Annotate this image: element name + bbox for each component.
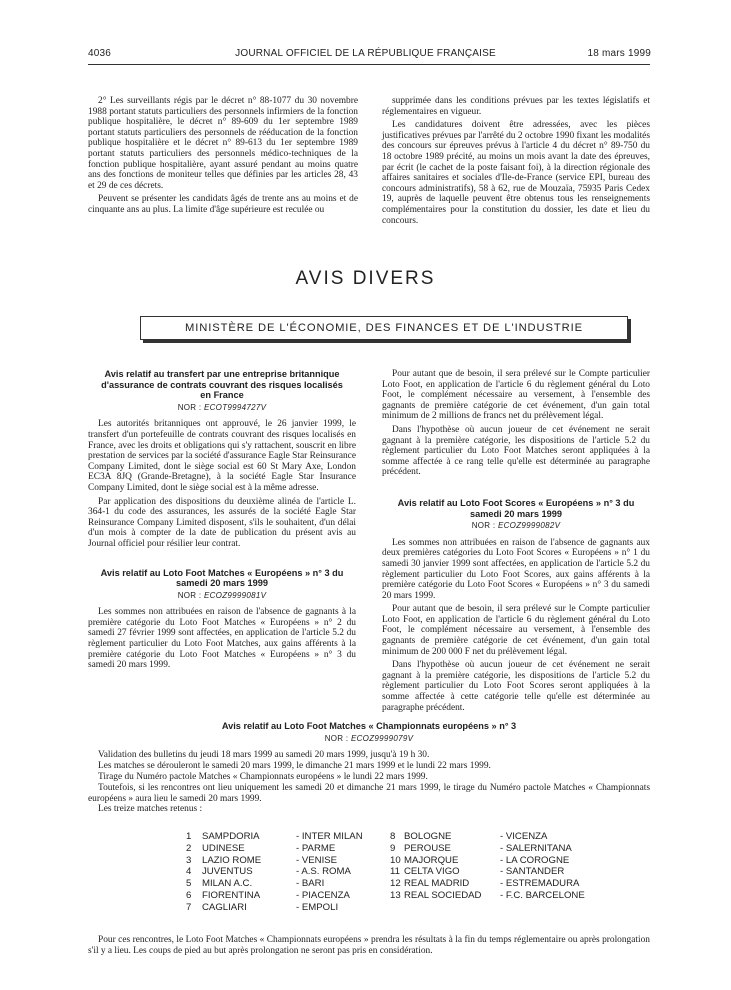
paragraph: 2° Les surveillants régis par le décret n° 88-1077 du 30 novembre 1988 portant statuts particuliers des personnels infirmiers de la fonction publique hospitalière, le décret n° 89-609 du 1er septembre 1989 portant statuts particuliers des personnels de rééducation de la fonction publique hospitalière et le décret n° 89-613 du 1er septembre 1989 portant statuts particuliers des personnels médico-techniques de la fonction publique hospitalière, ayant assuré pendant au moins quatre ans des fonctions de moniteur telles que définies par les articles 28, 43 et 29 de ces décrets. (88, 96, 358, 191)
away-team: - F.C. BARCELONE (500, 889, 585, 901)
away-team: - SALERNITANA (500, 842, 572, 854)
right-column (382, 369, 650, 713)
paragraph: Tirage du Numéro pactole Matches « Championnats européens » le lundi 22 mars 1999. (98, 771, 428, 782)
top-left-column (88, 96, 358, 216)
match-number: 11 (390, 866, 400, 878)
away-team: - ESTREMADURA (500, 878, 580, 890)
paragraph: Validation des bulletins du jeudi 18 mars 1999 au samedi 20 mars 1999, jusqu'à 19 h 30. (98, 750, 430, 761)
away-team: - SANTANDER (500, 866, 565, 878)
away-team: - PARME (296, 842, 336, 854)
avis-title: Avis relatif au transfert par une entreprise britannique d'assurance de contrats couvrant des risques localisés en France (101, 369, 343, 401)
away-team: - VENISE (296, 854, 338, 866)
away-team: - A.S. ROMA (296, 866, 351, 878)
away-team: - INTER MILAN (296, 831, 363, 842)
home-team: SAMPDORIA (202, 831, 260, 842)
match-number: 7 (186, 901, 192, 913)
home-team: LAZIO ROME (202, 854, 262, 866)
matches-left-home (202, 831, 261, 914)
away-team: - VICENZA (500, 831, 548, 842)
paragraph: Les sommes non attribuées en raison de l'absence de gagnants aux deux premières catégories du Loto Foot Scores « Européens » n° 1 du samedi 30 janvier 1999 sont affectées, en application de l'article 5.2 du règlement particulier du Loto Foot Scores, aux gains afférents à la première catégorie du Loto Foot Scores « Européens » n° 3 du samedi 20 mars 1999. (382, 537, 650, 601)
home-team: MILAN A.C. (202, 878, 253, 890)
home-team: UDINESE (202, 842, 245, 854)
journal-title: JOURNAL OFFICIEL DE LA RÉPUBLIQUE FRANÇAISE (235, 48, 496, 59)
nor-line: NOR : ECOZ9999079V (324, 733, 414, 743)
home-team: MAJORQUE (404, 854, 459, 866)
paragraph: supprimée dans les conditions prévues par les textes législatifs et réglementaires en vigueur. (382, 96, 650, 117)
matches-right-away (500, 831, 585, 902)
avis-title: Avis relatif au Loto Foot Scores « Européens » n° 3 du samedi 20 mars 1999 (397, 497, 635, 519)
match-number: 3 (186, 854, 192, 866)
home-team: CAGLIARI (202, 901, 247, 913)
paragraph: Pour autant que de besoin, il sera prélevé sur le Compte particulier Loto Foot, en application de l'article 6 du règlement général du Loto Foot, le complément nécessaire au versement, à l'ensemble des gagnants de première catégorie de cet événement, d'un gain total minimum de 2 millions de francs net du prélèvement légal. (382, 369, 650, 422)
paragraph: Toutefois, si les rencontres ont lieu uniquement les samedi 20 et dimanche 21 mars 1999, le tirage du Numéro pactole Matches « Championnats européens » aura lieu le samedi 20 mars 1999. (88, 782, 650, 804)
paragraph: Les candidatures doivent être adressées, avec les pièces justificatives prévues par l'arrêté du 2 octobre 1990 fixant les modalités des concours sur épreuves prévus à l'article 4 du décret n° 89-750 du 18 octobre 1989 précité, au moins un mois avant la date des épreuves, par écrit (le cachet de la poste faisant foi), à la direction régionale des affaires sanitaires et sociales d'Ile-de-France (service EPI, bureau des concours administratifs), 58 à 62, rue de Mouzaïa, 75935 Paris Cedex 19, auprès de laquelle peuvent être obtenus tous les renseignements complémentaires pour la constitution du dossier, les date et lieu du concours. (382, 120, 650, 226)
paragraph: Les matches se dérouleront le samedi 20 mars 1999, le dimanche 21 mars 1999 et le lundi 22 mars 1999. (98, 761, 491, 772)
match-number: 12 (390, 878, 401, 890)
match-number: 4 (186, 866, 192, 878)
avis4-block (88, 721, 650, 815)
home-team: JUVENTUS (202, 866, 253, 878)
matches-right-nums (390, 831, 401, 902)
paragraph: Les treize matches retenus : (98, 804, 203, 815)
section-title: AVIS DIVERS (295, 268, 436, 289)
top-right-column (382, 96, 650, 226)
paragraph: Dans l'hypothèse où aucun joueur de cet événement ne serait gagnant à la première catégorie, les dispositions de l'article 5.2 du règlement particulier du Loto Foot Scores seront appliquées à la somme affectée à cette catégorie telle qu'elle est déterminée au paragraphe précédent. (382, 660, 650, 713)
match-number: 1 (186, 831, 192, 842)
home-team: REAL SOCIEDAD (404, 889, 482, 901)
nor-line: NOR : ECOZ9999082V (471, 521, 561, 531)
avis-title: Avis relatif au Loto Foot Matches « Championnats européens » n° 3 (221, 721, 517, 731)
avis-title: Avis relatif au Loto Foot Matches « Européens » n° 3 du samedi 20 mars 1999 (100, 567, 344, 589)
match-number: 10 (390, 854, 401, 866)
away-team: - EMPOLI (296, 901, 339, 913)
header-rule (88, 64, 650, 65)
matches-left-away (296, 831, 363, 914)
away-team: - BARI (296, 878, 325, 890)
nor-line: NOR : ECOZ9999081V (177, 590, 267, 600)
match-number: 6 (186, 889, 192, 901)
match-number: 13 (390, 889, 401, 901)
paragraph: Pour autant que de besoin, il sera prélevé sur le Compte particulier Loto Foot, en application de l'article 6 du règlement général du Loto Foot, le complément nécessaire au versement, à l'ensemble des gagnants de première catégorie de cet événement, d'un gain total minimum de 200 000 F net du prélèvement légal. (382, 604, 650, 657)
match-number: 8 (390, 831, 396, 842)
home-team: CELTA VIGO (404, 866, 460, 878)
left-column (88, 369, 356, 671)
home-team: REAL MADRID (404, 878, 470, 890)
match-number: 5 (186, 878, 192, 890)
matches-left-nums (186, 831, 191, 914)
avis4-footer (88, 935, 650, 957)
ministry-box (140, 316, 628, 340)
nor-line: NOR : ECOT9994727V (177, 402, 267, 412)
paragraph: Les sommes non attribuées en raison de l'absence de gagnants à la première catégorie du Loto Foot Matches « Européens » n° 2 du samedi 27 février 1999 sont affectées, en application de l'article 5.2 du règlement particulier du Loto Foot Matches, aux gains afférents à la première catégorie du Loto Foot Matches « Européens » n° 3 du samedi 20 mars 1999. (88, 607, 356, 671)
home-team: PEROUSE (404, 842, 451, 854)
paragraph: Pour ces rencontres, le Loto Foot Matches « Championnats européens » prendra les résultats à la fin du temps réglementaire ou après prolongation s'il y a lieu. Les coups de pied au but après prolongation ne seront pas pris en considération. (88, 935, 650, 956)
paragraph: Dans l'hypothèse où aucun joueur de cet événement ne serait gagnant à la première catégorie, les dispositions de l'article 5.2 du règlement particulier du Loto Foot Matches seront appliquées à la somme affectée à ce rang telle qu'elle est déterminée au paragraphe précédent. (382, 424, 650, 478)
home-team: BOLOGNE (404, 831, 452, 842)
issue-date: 18 mars 1999 (587, 48, 651, 59)
away-team: - LA COROGNE (500, 854, 570, 866)
matches-right-home (404, 831, 481, 902)
ministry-name: MINISTÈRE DE L'ÉCONOMIE, DES FINANCES ET DE L'INDUSTRIE (185, 322, 583, 334)
paragraph: Par application des dispositions du deuxième alinéa de l'article L. 364-1 du code des assurances, les assurés de la société Eagle Star Reinsurance Company Limited disposent, s'ils le souhaitent, d'un délai d'un mois à compter de la date de publication du présent avis au Journal officiel pour résilier leur contrat. (88, 496, 356, 549)
match-number: 9 (390, 842, 396, 854)
paragraph: Peuvent se présenter les candidats âgés de trente ans au moins et de cinquante ans au plus. La limite d'âge supérieure est reculée ou (88, 194, 358, 215)
paragraph: Les autorités britanniques ont approuvé, le 26 janvier 1999, le transfert d'un portefeuille de contrats couvrant des risques localisés en France, avec les droits et obligations qui s'y rattachent, souscrit en libre prestation de services par la société d'assurance Eagle Star Reinsurance Company Limited, dont le siège social est 60 St Mary Axe, London EC3A 8JQ (Grande-Bretagne), à la société Eagle Star Insurance Company Limited, dont le siège social est à la même adresse. (88, 419, 356, 493)
page-number: 4036 (88, 48, 112, 59)
away-team: - PIACENZA (296, 889, 350, 901)
match-number: 2 (186, 842, 192, 854)
home-team: FIORENTINA (202, 889, 261, 901)
